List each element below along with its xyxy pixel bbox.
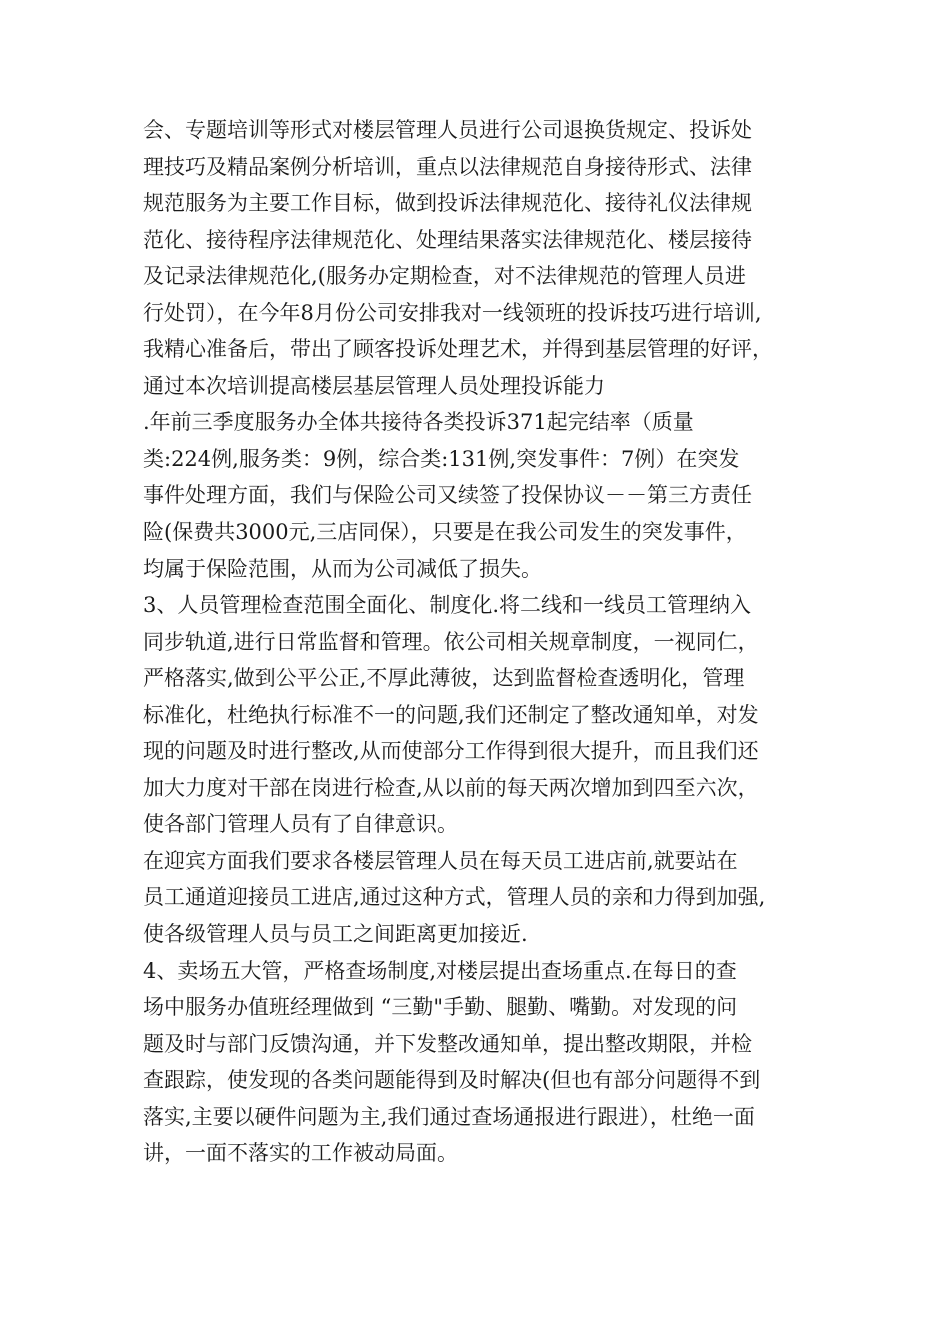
text-line: 通过本次培训提高楼层基层管理人员处理投诉能力 [143,373,605,398]
text-line: .年前三季度服务办全体共接待各类投诉371起完结率（质量 [143,410,694,435]
text-line: 行处罚），在今年8月份公司安排我对一线领班的投诉技巧进行培训, [143,300,762,325]
text-line: 会、专题培训等形式对楼层管理人员进行公司退换货规定、投诉处 [143,118,752,142]
text-line: 险(保费共3000元,三店同保），只要是在我公司发生的突发事件， [143,520,747,545]
text-line: 现的问题及时进行整改,从而使部分工作得到很大提升，而且我们还 [143,739,759,764]
text-line: 严格落实,做到公平公正,不厚此薄彼，达到监督检查透明化，管理 [143,666,745,691]
text-line: 员工通道迎接员工进店,通过这种方式，管理人员的亲和力得到加强, [143,885,766,910]
text-line: 讲，一面不落实的工作被动局面。 [143,1141,458,1166]
text-line: 查跟踪，使发现的各类问题能得到及时解决(但也有部分问题得不到 [143,1068,761,1093]
text-line: 使各级管理人员与员工之间距离更加接近. [143,922,528,947]
text-line: 类:224例,服务类：9例，综合类:131例,突发事件：7例）在突发 [143,446,740,471]
text-line: 标准化，杜绝执行标准不一的问题,我们还制定了整改通知单，对发 [143,702,759,727]
text-line: 及记录法律规范化,(服务办定期检查，对不法律规范的管理人员进 [143,264,746,289]
text-line: 4、卖场五大管，严格查场制度,对楼层提出查场重点.在每日的查 [143,958,737,983]
text-line: 均属于保险范围，从而为公司减低了损失。 [143,556,542,581]
text-line: 事件处理方面，我们与保险公司又续签了投保协议－－第三方责任 [143,483,752,508]
text-line: 范化、接待程序法律规范化、处理结果落实法律规范化、楼层接待 [143,227,752,252]
text-line: 3、人员管理检查范围全面化、制度化.将二线和一线员工管理纳入 [143,593,752,618]
text-line: 加大力度对干部在岗进行检查,从以前的每天两次增加到四至六次， [143,775,759,800]
text-line: 在迎宾方面我们要求各楼层管理人员在每天员工进店前,就要站在 [143,848,738,873]
text-line: 场中服务办值班经理做到 “三勤"手勤、腿勤、嘴勤。对发现的问 [143,995,738,1020]
text-line: 题及时与部门反馈沟通，并下发整改通知单，提出整改期限，并检 [143,1031,752,1056]
text-line: 落实,主要以硬件问题为主,我们通过查场通报进行跟进），杜绝一面 [143,1104,755,1129]
text-line: 同步轨道,进行日常监督和管理。依公司相关规章制度，一视同仁， [143,629,759,654]
document-body [143,112,813,1172]
text-line: 使各部门管理人员有了自律意识。 [143,812,458,837]
text-line: 规范服务为主要工作目标，做到投诉法律规范化、接待礼仪法律规 [143,191,752,216]
text-line: 理技巧及精品案例分析培训，重点以法律规范自身接待形式、法律 [143,154,752,179]
text-line: 我精心准备后，带出了顾客投诉处理艺术，并得到基层管理的好评， [143,337,773,362]
